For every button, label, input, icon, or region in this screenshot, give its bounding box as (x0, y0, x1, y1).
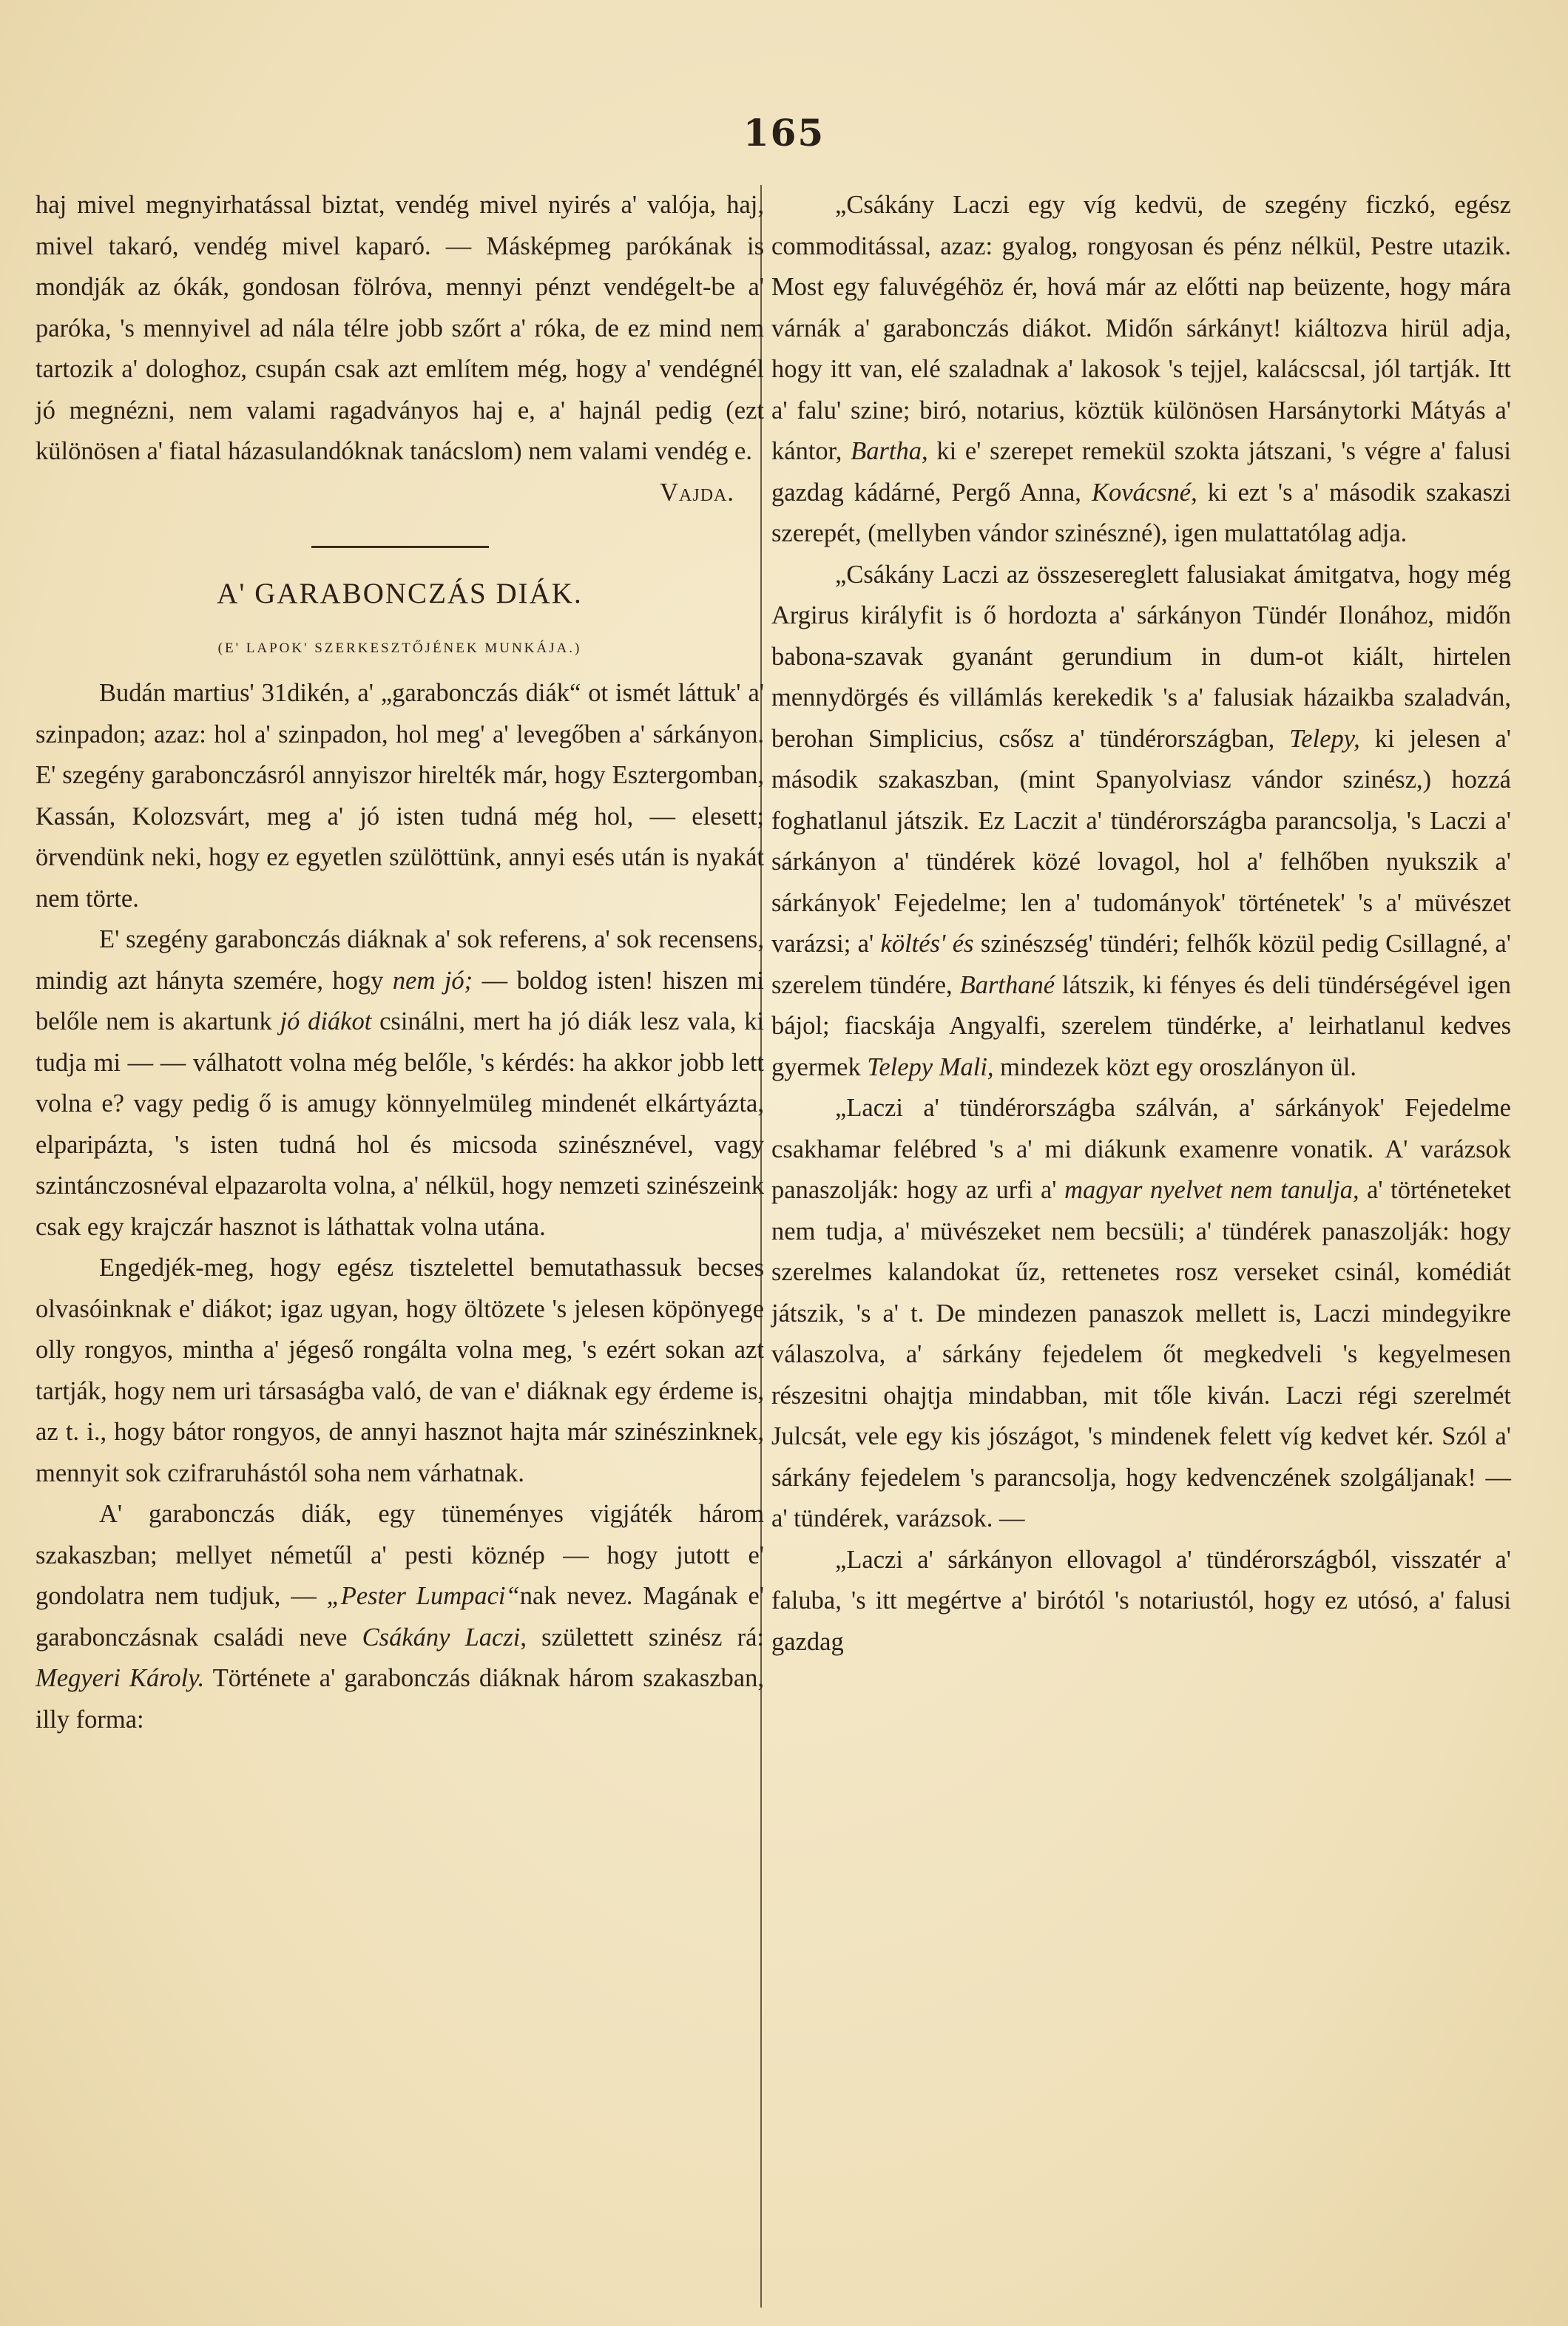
right-column (771, 185, 1511, 1663)
page-number: 165 (743, 111, 825, 155)
left-column (36, 185, 764, 1740)
paragraph: „Laczi a' tündérországba szálván, a' sárkányok' Fejedelme csakhamar felébred 's a' mi diákunk examenre vonatik. A' varázsok panaszolják: hogy az urfi a' magyar nyelvet nem tanulja, a' történeteket nem tudja, a' müvészeket nem becsüli; a' tündérek panaszolják: hogy szerelmes kalandokat űz, rettenetes rosz verseket csinál, komédiát játszik, 's a' t. De mindezen panaszok mellett is, Laczi mindegyikre válaszolva, a' sárkány fejedelem őt megkedveli 's kegyelmesen részesitni ohajtja mindabban, mit tőle kiván. Laczi régi szerelmét Julcsát, vele egy kis jószágot, 's mindenek felett víg kedvet kér. Szól a' sárkány fejedelem 's parancsolja, hogy kedvenczének szolgáljanak! — a' tündérek, varázsok. — (771, 1094, 1512, 1532)
paragraph: „Laczi a' sárkányon ellovagol a' tündérországból, visszatér a' faluba, 's itt megértve a' birótól 's notariustól, hogy ez utósó, a' falusi gazdag (771, 1545, 1511, 1656)
article-subheading: (E' LAPOK' SZERKESZTŐJÉNEK MUNKÁJA.) (217, 640, 582, 656)
section-rule (311, 546, 489, 548)
paragraph: „Csákány Laczi egy víg kedvü, de szegény ficzkó, egész commoditással, azaz: gyalog, rongyosan és pénz nélkül, Pestre utazik. Most egy faluvégéhöz ér, hová már az előtti nap beüzente, hogy mára várnák a' garabonczás diákot. Midőn sárkányt! kiáltozva hirül adja, hogy itt van, elé szaladnak a' lakosok 's tejjel, kalácscsal, jól tartják. Itt a' falu' szine; biró, notarius, köztük különösen Harsánytorki Mátyás a' kántor, Bartha, ki e' szerepet remekül szokta játszani, 's végre a' falusi gazdag kádárné, Pergő Anna, Kovácsné, ki ezt 's a' második szakaszi szerepét, (mellyben vándor szinészné), igen mulattatólag adja. (771, 191, 1511, 547)
article-heading: A' GARABONCZÁS DIÁK. (217, 578, 583, 609)
paragraph: haj mivel megnyirhatással biztat, vendég mivel nyirés a' valója, haj, mivel takaró, vendég mivel kaparó. — Másképmeg parókának is mondják az ókák, gondosan fölróva, mennyi pénzt vendégelt-be a' paróka, 's mennyivel ad nála télre jobb szőrt a' róka, de ez mind nem tartozik a' dologhoz, csupán csak azt említem még, hogy a' vendégnél jó megnézni, nem valami ragadványos haj e, a' hajnál pedig (ezt különösen a' fiatal házasulandóknak tanácslom) nem valami vendég e. (36, 191, 764, 465)
paragraph: „Csákány Laczi az összesereglett falusiakat ámitgatva, hogy még Argirus királyfit is ő hordozta a' sárkányon Tündér Ilonához, midőn babona-szavak gyanánt gerundium in dum-ot kiált, hirtelen mennydörgés és villámlás kerekedik 's a' falusiak házaikba szaladván, berohan Simplicius, csősz a' tündérországban, Telepy, ki jelesen a' második szakaszban, (mint Spanyolviasz vándor szinész,) hozzá foghatlanul játszik. Ez Laczit a' tündérországba parancsolja, 's Laczi a' sárkányon a' tündérek közé lovagol, hol a' felhőben nyukszik a' sárkányok' Fejedelme; len a' tudományok' történetek' 's a' müvészet varázsi; a' költés' és szinészség' tündéri; felhők közül pedig Csillagné, a' szerelem tündére, Barthané látszik, ki fényes és deli tündérségével igen bájol; fiacskája Angyalfi, szerelem tündérke, a' leirhatlanul kedves gyermek Telepy Mali, mindezek közt egy oroszlányon ül. (771, 560, 1511, 1081)
paragraph: Engedjék-meg, hogy egész tisztelettel bemutathassuk becses olvasóinknak e' diákot; igaz ugyan, hogy öltözete 's jelesen köpönyege olly rongyos, mintha a' jégeső rongálta volna meg, 's ezért sokan azt tartják, hogy nem uri társaságba való, de van e' diáknak egy érdeme is, az t. i., hogy bátor rongyos, de annyi hasznot hajta már szinészinknek, mennyit sok czifraruhástól soha nem várhatnak. (36, 1254, 764, 1487)
paragraph: E' szegény garabonczás diáknak a' sok referens, a' sok recensens, mindig azt hányta szemére, hogy nem jó; — boldog isten! hiszen mi belőle nem is akartunk jó diákot csinálni, mert ha jó diák lesz vala, ki tudja mi — — válhatott volna még belőle, 's kérdés: ha akkor jobb lett volna e? vagy pedig ő is amugy könnyelmüleg mindenét elkártyázta, elparipázta, 's isten tudná hol és micsoda szinésznével, vagy szintánczosnéval elpazarolta volna, a' nélkül, hogy nemzeti szinészeink csak egy krajczár hasznot is láthattak volna utána. (36, 925, 764, 1241)
paragraph: Budán martius' 31dikén, a' „garabonczás diák“ ot ismét láttuk' a' szinpadon; azaz: hol a' szinpadon, hol meg' a' levegőben a' sárkányon. E' szegény garabonczásról annyiszor hirelték már, hogy Esztergomban, Kassán, Kolozsvárt, meg a' jó isten tudná még hol, — elesett; örvendünk neki, hogy ez egyetlen szülöttünk, annyi esés után is nyakát nem törte. (36, 679, 764, 913)
paragraph: A' garabonczás diák, egy tüneményes vigjáték három szakaszban; mellyet németűl a' pesti köznép — hogy jutott e' gondolatra nem tudjuk, — „Pester Lumpaci“nak nevez. Magának e' garabonczásnak családi neve Csákány Laczi, születtett szinész rá: Megyeri Károly. Története a' garabonczás diáknak három szakaszban, illy forma: (36, 1500, 765, 1734)
signature: Vajda. (660, 478, 734, 507)
